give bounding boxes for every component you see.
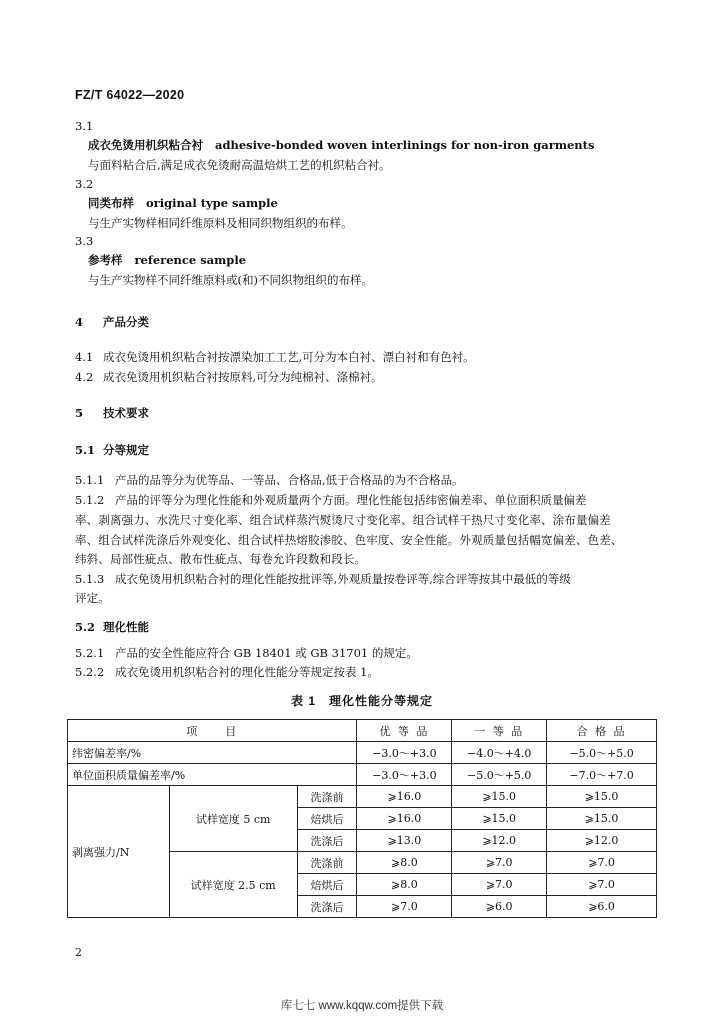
term-definition: 与面料粘合后,满足成衣免烫耐高温焙烘工艺的机织粘合衬。 <box>88 158 391 172</box>
header-item: 项 目 <box>68 720 357 742</box>
header-grade-first: 一 等 品 <box>452 720 547 742</box>
subsection-heading <box>75 619 149 635</box>
table-header-row <box>68 720 657 742</box>
page-number: 2 <box>75 946 82 959</box>
condition-label: 洗涤前 <box>297 852 357 874</box>
subsection-title: 理化性能 <box>103 620 149 634</box>
paragraph-text: 成衣免烫用机织粘合衬的理化性能分等规定按表 1。 <box>115 665 379 679</box>
cell-value: ⩾8.0 <box>357 852 452 874</box>
table-row <box>68 742 657 764</box>
row-label-peel: 剥离强力/N <box>68 786 170 918</box>
cell-value: ⩾6.0 <box>452 896 547 918</box>
cell-value: ⩾8.0 <box>357 874 452 896</box>
paragraph-line: 率、剥离强力、水洗尺寸变化率、组合试样蒸汽熨烫尺寸变化率、组合试样干热尺寸变化率、涂布量偏差 <box>75 513 611 527</box>
cell-value: ⩾12.0 <box>547 830 657 852</box>
term-en: original type sample <box>146 196 278 210</box>
cell-value: −4.0～+4.0 <box>452 742 547 764</box>
paragraph <box>75 645 418 661</box>
standard-code: FZ/T 64022—2020 <box>75 88 185 102</box>
table-title: 表 1 理化性能分等规定 <box>290 694 433 708</box>
term-en: reference sample <box>134 253 247 267</box>
paragraph-line: 率、组合试样洗涤后外观变化、组合试样热熔胶渗胶、色牢度、安全性能。外观质量包括幅宽偏差、色差、 <box>75 533 623 547</box>
cell-value: ⩾12.0 <box>452 830 547 852</box>
subsection-heading <box>75 442 149 458</box>
cell-value: −3.0～+3.0 <box>357 764 452 786</box>
cell-value: −5.0～+5.0 <box>547 742 657 764</box>
clause-number: 3.1 <box>75 119 94 133</box>
paragraph-line: 纬斜、局部性疵点、散布性疵点、每卷允许段数和段长。 <box>75 552 367 566</box>
paragraph-text: 产品的品等分为优等品、一等品、合格品,低于合格品的为不合格品。 <box>115 473 464 487</box>
paragraph <box>75 349 475 365</box>
subsection-number: 5.1 <box>75 443 96 457</box>
header-grade-qualified: 合 格 品 <box>547 720 657 742</box>
paragraph-text: 产品的评等分为理化性能和外观质量两个方面。理化性能包括纬密偏差率、单位面积质量偏差 <box>115 493 587 507</box>
term-definition: 与生产实物样不同纤维原料或(和)不同织物组织的布样。 <box>88 273 373 287</box>
cell-value: ⩾15.0 <box>452 808 547 830</box>
row-label: 纬密偏差率/% <box>68 742 357 764</box>
paragraph <box>75 369 383 385</box>
term-title <box>88 137 594 153</box>
term-definition: 与生产实物样相同纤维原料及相同织物组织的布样。 <box>88 216 353 230</box>
section-heading <box>75 314 149 330</box>
paragraph-number: 5.1.1 <box>75 473 105 487</box>
paragraph-number: 5.1.2 <box>75 493 105 507</box>
sample-width-label: 试样宽度 2.5 cm <box>169 852 297 918</box>
subsection-title: 分等规定 <box>103 443 149 457</box>
table-row <box>68 764 657 786</box>
paragraph-line: 评定。 <box>75 591 110 605</box>
cell-value: ⩾6.0 <box>547 896 657 918</box>
paragraph-text: 产品的安全性能应符合 GB 18401 或 GB 31701 的规定。 <box>115 646 418 660</box>
cell-value: ⩾7.0 <box>547 874 657 896</box>
condition-label: 洗涤前 <box>297 786 357 808</box>
section-title: 技术要求 <box>103 406 149 420</box>
cell-value: ⩾7.0 <box>547 852 657 874</box>
paragraph-text: 成衣免烫用机织粘合衬的理化性能按批评等,外观质量按卷评等,综合评等按其中最低的等级 <box>115 572 571 586</box>
term-title <box>88 252 246 268</box>
term-zh: 成衣免烫用机织粘合衬 <box>88 138 203 152</box>
paragraph-number: 4.2 <box>75 370 94 384</box>
cell-value: ⩾15.0 <box>547 786 657 808</box>
term-zh: 参考样 <box>88 253 123 267</box>
paragraph <box>75 571 571 587</box>
cell-value: ⩾15.0 <box>452 786 547 808</box>
section-number: 5 <box>75 406 84 420</box>
paragraph-number: 4.1 <box>75 350 94 364</box>
header-grade-superior: 优 等 品 <box>357 720 452 742</box>
paragraph-text: 成衣免烫用机织粘合衬按原料,可分为纯棉衬、涤棉衬。 <box>103 370 383 384</box>
paragraph <box>75 472 464 488</box>
subsection-number: 5.2 <box>75 620 96 634</box>
term-zh: 同类布样 <box>88 196 134 210</box>
clause-number: 3.2 <box>75 177 94 191</box>
paragraph-number: 5.2.1 <box>75 646 105 660</box>
section-title: 产品分类 <box>103 315 149 329</box>
cell-value: ⩾7.0 <box>357 896 452 918</box>
paragraph-number: 5.1.3 <box>75 572 105 586</box>
sample-width-label: 试样宽度 5 cm <box>169 786 297 852</box>
table-row <box>68 786 657 808</box>
cell-value: ⩾7.0 <box>452 874 547 896</box>
section-heading <box>75 405 149 421</box>
cell-value: −7.0～+7.0 <box>547 764 657 786</box>
cell-value: ⩾7.0 <box>452 852 547 874</box>
grading-table <box>67 719 657 918</box>
term-en: adhesive-bonded woven interlinings for non-iron garments <box>215 138 595 152</box>
paragraph-text: 成衣免烫用机织粘合衬按漂染加工工艺,可分为本白衬、漂白衬和有色衬。 <box>103 350 475 364</box>
cell-value: −5.0～+5.0 <box>452 764 547 786</box>
cell-value: ⩾16.0 <box>357 786 452 808</box>
clause-number: 3.3 <box>75 234 94 248</box>
cell-value: ⩾16.0 <box>357 808 452 830</box>
condition-label: 焙烘后 <box>297 808 357 830</box>
condition-label: 洗涤后 <box>297 830 357 852</box>
paragraph <box>75 492 587 508</box>
term-title <box>88 195 278 211</box>
condition-label: 焙烘后 <box>297 874 357 896</box>
cell-value: −3.0～+3.0 <box>357 742 452 764</box>
cell-value: ⩾13.0 <box>357 830 452 852</box>
cell-value: ⩾15.0 <box>547 808 657 830</box>
condition-label: 洗涤后 <box>297 896 357 918</box>
section-number: 4 <box>75 315 84 329</box>
row-label: 单位面积质量偏差率/% <box>68 764 357 786</box>
download-footer: 库七七 www.kqqw.com提供下载 <box>280 1000 444 1012</box>
paragraph-number: 5.2.2 <box>75 665 105 679</box>
paragraph <box>75 664 379 680</box>
